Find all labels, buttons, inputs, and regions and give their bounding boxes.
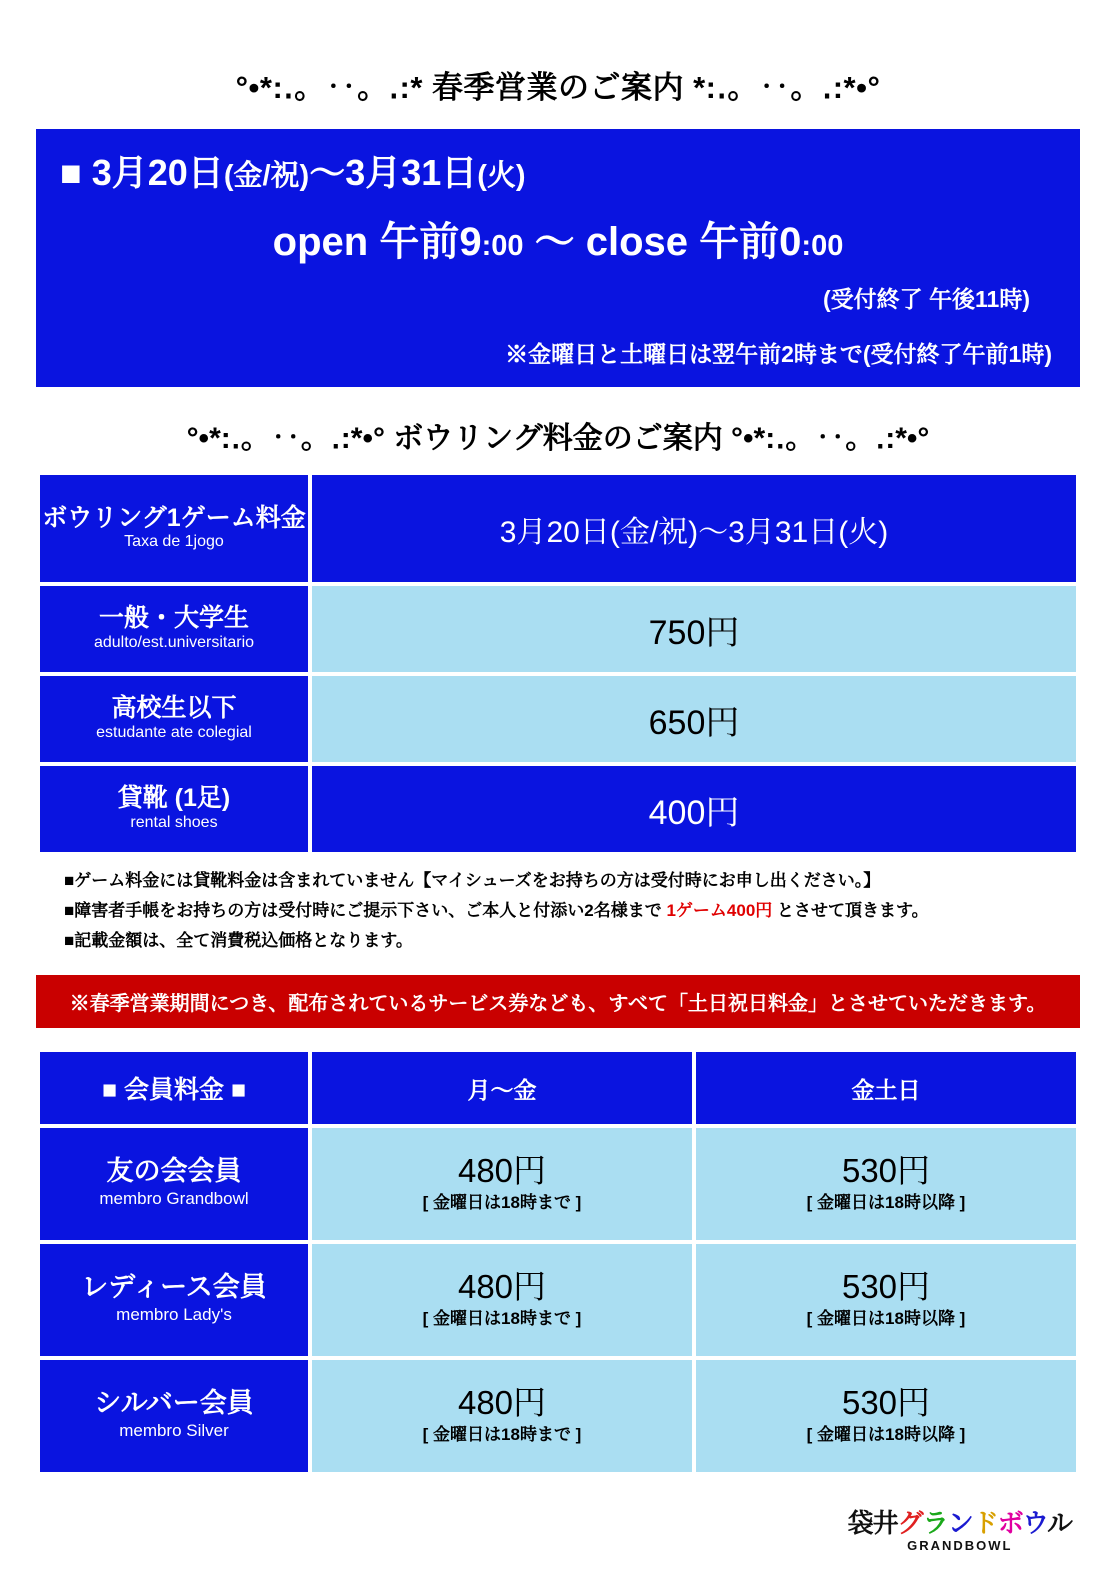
table-row	[40, 766, 1076, 852]
member-table-header-weekday: 月〜金	[312, 1052, 692, 1124]
logo-part-4: ン	[947, 1508, 973, 1538]
price-value-cell: 650円	[312, 676, 1076, 762]
logo-part-1: 袋井	[847, 1508, 898, 1538]
note-highlight-price: 1ゲーム400円	[666, 900, 773, 920]
member-name-jp: レディース会員	[81, 1271, 267, 1302]
table-row-header	[40, 1052, 1076, 1124]
price-value-cell: 750円	[312, 586, 1076, 672]
member-weekday-cell	[312, 1360, 692, 1472]
price-value-cell: 400円	[312, 766, 1076, 852]
grandbowl-logo	[848, 1510, 1072, 1553]
table-row	[40, 1360, 1076, 1472]
member-name-pt: membro Lady's	[116, 1305, 232, 1325]
member-weekday-note: [ 金曜日は18時まで ]	[422, 1192, 582, 1212]
note-line-2-tail: とさせて頂きます。	[777, 900, 929, 920]
hours-period-end: 〜3月31日	[309, 152, 478, 193]
price-table-row-label	[40, 475, 308, 582]
service-ticket-banner: ※春季営業期間につき、配布されているサービス券なども、すべて「土日祝日料金」とさせていただきます。	[36, 975, 1080, 1028]
price-row-label-jp: 貸靴 (1足)	[117, 784, 231, 813]
logo-subtitle: GRANDBOWL	[907, 1538, 1013, 1553]
hours-period-start-day: (金/祝)	[223, 160, 310, 192]
logo-part-6: ボ	[997, 1508, 1023, 1538]
price-row-label-pt: estudante ate colegial	[96, 723, 252, 741]
member-weekend-cell	[696, 1360, 1076, 1472]
price-row-label-jp: 高校生以下	[111, 694, 237, 723]
member-name-jp: 友の会会員	[106, 1155, 242, 1186]
open-label: open 午前	[272, 220, 460, 264]
logo-part-2: グ	[897, 1508, 923, 1538]
table-row-header	[40, 475, 1076, 582]
logo-part-5: ド	[972, 1508, 998, 1538]
price-row-label-pt: rental shoes	[130, 813, 218, 831]
note-line-2	[64, 896, 1080, 926]
price-notes	[36, 866, 1080, 955]
price-row-label-pt: adulto/est.universitario	[93, 633, 255, 651]
member-name-pt: membro Silver	[119, 1421, 229, 1441]
logo-part-7: ウ	[1022, 1508, 1047, 1538]
close-hour: 0	[779, 220, 802, 264]
time-range-tilde: 〜	[534, 220, 575, 264]
member-weekday-cell	[312, 1244, 692, 1356]
member-weekend-note: [ 金曜日は18時以降 ]	[806, 1308, 966, 1328]
member-weekday-cell	[312, 1128, 692, 1240]
close-minute: :00	[801, 230, 844, 262]
price-section-title: °•*:․。‥。․:*•° ボウリング料金のご案内 °•*:․。‥。․:*•°	[186, 422, 930, 455]
member-table-header-label: ■ 会員料金 ■	[40, 1052, 308, 1124]
table-row	[40, 1128, 1076, 1240]
open-hour: 9	[459, 220, 482, 264]
open-minute: :00	[481, 230, 524, 262]
price-header-label-jp: ボウリング1ゲーム料金	[42, 503, 306, 532]
member-name-jp: シルバー会員	[94, 1387, 254, 1418]
member-weekend-note: [ 金曜日は18時以降 ]	[806, 1424, 966, 1444]
hours-open-close-line	[60, 210, 1056, 267]
logo-part-3: ラ	[922, 1508, 948, 1538]
member-row-label	[40, 1244, 308, 1356]
hours-period-start: ■ 3月20日	[60, 152, 224, 193]
table-row	[40, 586, 1076, 672]
member-weekend-cell	[696, 1128, 1076, 1240]
close-label: close 午前	[585, 220, 780, 264]
member-price-table	[36, 1048, 1080, 1476]
price-table-row-label	[40, 586, 308, 672]
member-weekday-note: [ 金曜日は18時まで ]	[422, 1424, 582, 1444]
price-header-period: 3月20日(金/祝)〜3月31日(火)	[312, 475, 1076, 582]
price-table-row-label	[40, 676, 308, 762]
price-header-label-pt: Taxa de 1jogo	[124, 533, 224, 551]
member-weekday-price: 480円	[457, 1151, 547, 1189]
member-row-label	[40, 1360, 308, 1472]
business-hours-panel	[36, 129, 1080, 387]
table-row	[40, 676, 1076, 762]
bowling-price-table	[36, 471, 1080, 856]
member-weekend-price: 530円	[841, 1267, 931, 1305]
price-row-label-jp: 一般・大学生	[98, 604, 249, 633]
table-row	[40, 1244, 1076, 1356]
note-line-1: ■ゲーム料金には貸靴料金は含まれていません【マイシューズをお持ちの方は受付時にお申し出ください。】	[64, 871, 881, 890]
hours-period-end-day: (火)	[477, 160, 526, 192]
note-line-3: ■記載金額は、全て消費税込価格となります。	[64, 930, 413, 950]
member-weekday-price: 480円	[457, 1383, 547, 1421]
member-name-pt: membro Grandbowl	[99, 1189, 249, 1209]
note-line-2-text: ■障害者手帳をお持ちの方は受付時にご提示下さい、ご本人と付添い2名様まで	[64, 900, 662, 920]
member-row-label	[40, 1128, 308, 1240]
logo-wordmark	[848, 1510, 1072, 1536]
weekend-hours-note: ※金曜日と土曜日は翌午前2時まで(受付終了午前1時)	[505, 341, 1052, 367]
reception-end-note: (受付終了 午後11時)	[822, 286, 1030, 312]
hours-section-title: °•*:․。‥。․:* 春季営業のご案内 *:․。‥。․:*•°	[235, 70, 881, 105]
member-weekend-price: 530円	[841, 1151, 931, 1189]
logo-part-8: ル	[1046, 1508, 1072, 1538]
hours-period-line	[60, 145, 1056, 196]
member-weekend-price: 530円	[841, 1383, 931, 1421]
member-weekend-note: [ 金曜日は18時以降 ]	[806, 1192, 966, 1212]
member-table-header-weekend: 金土日	[696, 1052, 1076, 1124]
member-weekday-price: 480円	[457, 1267, 547, 1305]
price-table-row-label	[40, 766, 308, 852]
member-weekday-note: [ 金曜日は18時まで ]	[422, 1308, 582, 1328]
member-weekend-cell	[696, 1244, 1076, 1356]
